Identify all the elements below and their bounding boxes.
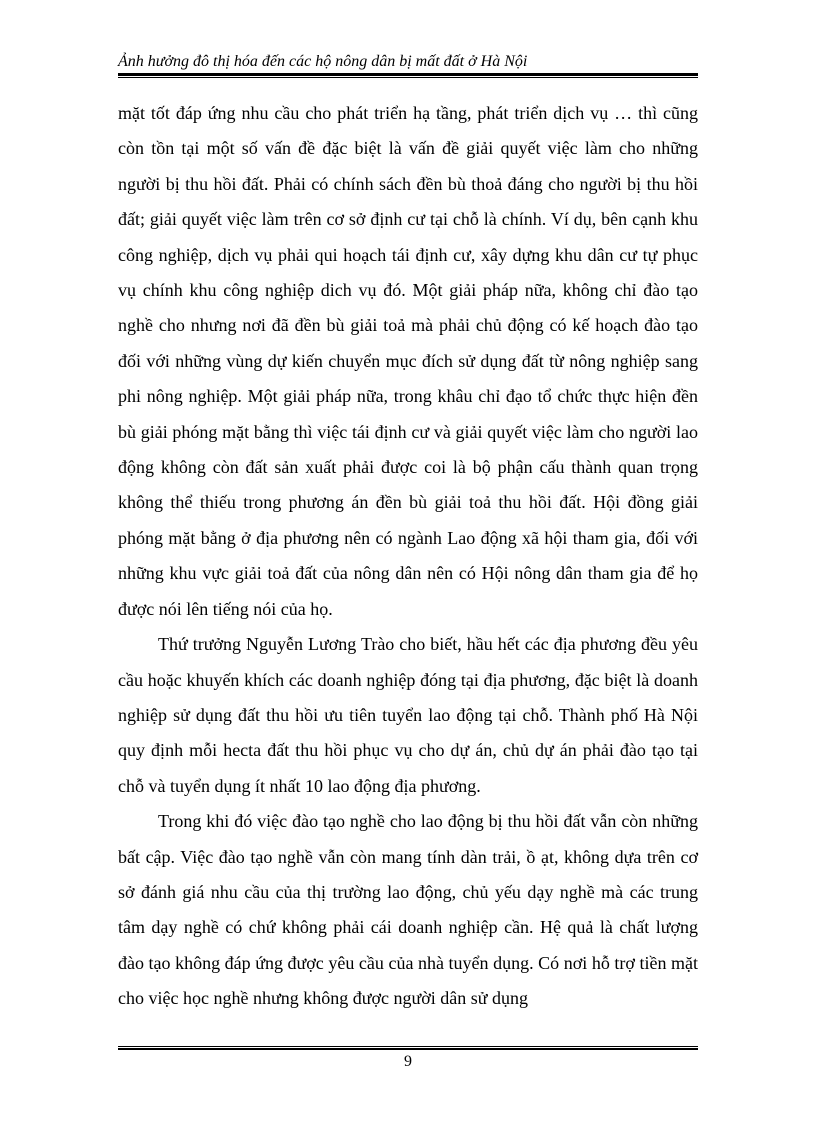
header-rule-thin xyxy=(118,77,698,78)
page-header xyxy=(118,52,698,76)
paragraph-vice-minister-statement: Thứ trưởng Nguyễn Lương Trào cho biết, hầu hết các địa phương đều yêu cầu hoặc khuyến khích các doanh nghiệp đóng tại địa phương, đặc biệt là doanh nghiệp sử dụng đất thu hồi ưu tiên tuyển lao động tại chỗ. Thành phố Hà Nội quy định mỗi hecta đất thu hồi phục vụ cho dự án, chủ dự án phải đào tạo tại chỗ và tuyển dụng ít nhất 10 lao động địa phương. xyxy=(118,634,698,796)
page-footer xyxy=(118,1046,698,1076)
header-rule-thick xyxy=(118,73,698,76)
footer-rule-thin xyxy=(118,1046,698,1047)
running-header-title: Ảnh hưởng đô thị hóa đến các hộ nông dân bị mất đất ở Hà Nội xyxy=(118,53,528,70)
paragraph-continuation: mặt tốt đáp ứng nhu cầu cho phát triển hạ tầng, phát triển dịch vụ … thì cũng còn tồn tại một số vấn đề đặc biệt là vấn đề giải quyết việc làm cho những người bị thu hồi đất. Phải có chính sách đền bù thoả đáng cho người bị thu hồi đất; giải quyết việc làm trên cơ sở định cư tại chỗ là chính. Ví dụ, bên cạnh khu công nghiệp, dịch vụ phải qui hoạch tái định cư, xây dựng khu dân cư tự phục vụ chính khu công nghiệp dich vụ đó. Một giải pháp nữa, không chỉ đào tạo nghề cho nhưng nơi đã đền bù giải toả mà phải chủ động có kế hoạch đào tạo đối với những vùng dự kiến chuyển mục đích sử dụng đất từ nông nghiệp sang phi nông nghiệp. Một giải pháp nữa, trong khâu chỉ đạo tổ chức thực hiện đền bù giải phóng mặt bằng thì việc tái định cư và giải quyết việc làm cho người lao động không còn đất sản xuất phải được coi là bộ phận cấu thành quan trọng không thể thiếu trong phương án đền bù giải toả thu hồi đất. Hội đồng giải phóng mặt bằng ở địa phương nên có ngành Lao động xã hội tham gia, đối với những khu vực giải toả đất của nông dân nên có Hội nông dân tham gia để họ được nói lên tiếng nói của họ. xyxy=(118,103,698,619)
paragraph-vocational-training: Trong khi đó việc đào tạo nghề cho lao động bị thu hồi đất vẫn còn những bất cập. Việc đào tạo nghề vẫn còn mang tính dàn trải, ồ ạt, không dựa trên cơ sở đánh giá nhu cầu của thị trường lao động, chủ yếu dạy nghề mà các trung tâm dạy nghề có chứ không phải cái doanh nghiệp cần. Hệ quả là chất lượng đào tạo không đáp ứng được yêu cầu của nhà tuyển dụng. Có nơi hỗ trợ tiền mặt cho việc học nghề nhưng không được người dân sử dụng xyxy=(118,811,698,1009)
document-body xyxy=(118,96,698,1017)
page-number: 9 xyxy=(404,1053,412,1070)
footer-rule-thick xyxy=(118,1048,698,1050)
